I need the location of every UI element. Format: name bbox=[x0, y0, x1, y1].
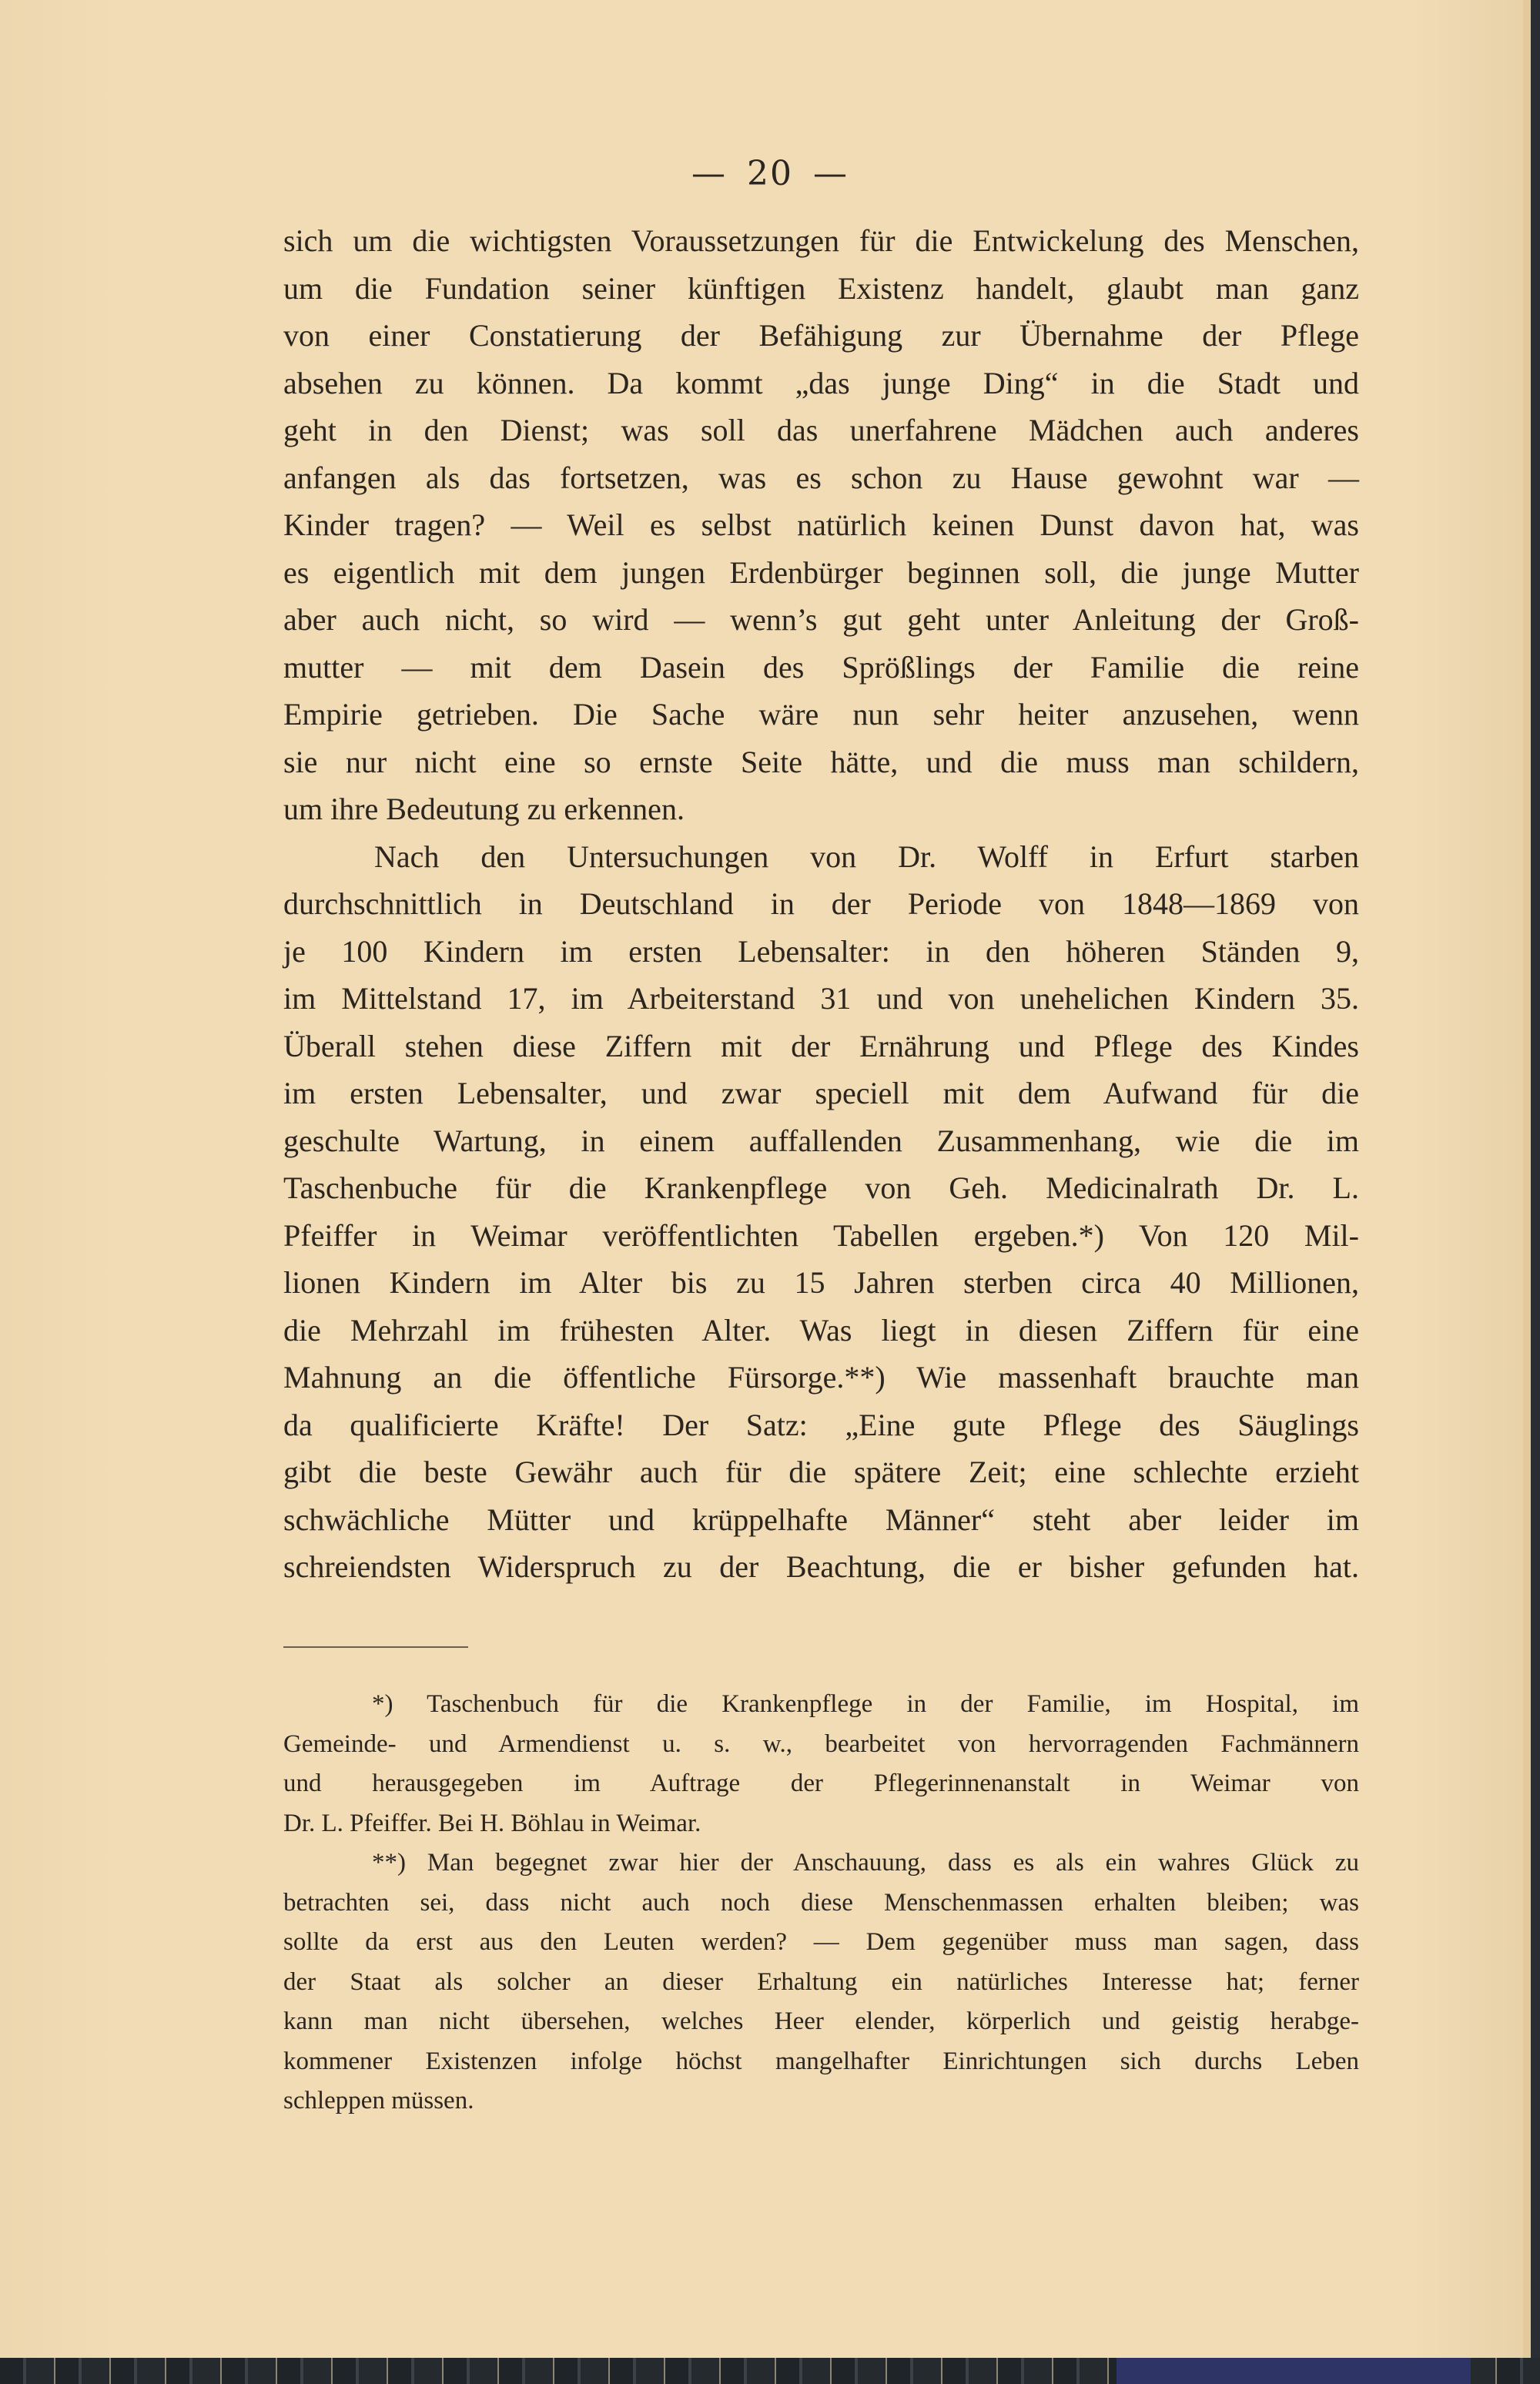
text-line: Kinder tragen? — Weil es selbst natürlich keinen Dunst davon hat, was bbox=[283, 507, 1359, 542]
page-edge bbox=[1523, 0, 1531, 2358]
text-line: absehen zu können. Da kommt „das junge Ding“ in die Stadt und bbox=[283, 365, 1359, 400]
text-line: es eigentlich mit dem jungen Erdenbürger beginnen soll, die junge Mutter bbox=[283, 554, 1359, 590]
page-number-dash-left: — bbox=[691, 154, 727, 193]
text-line: von einer Constatierung der Befähigung zur Übernahme der Pflege bbox=[283, 318, 1359, 353]
page-number bbox=[0, 154, 1540, 193]
text-line-with-footnote-ref: Pfeiffer in Weimar veröffentlichten Tabellen ergeben.*) Von 120 Mil- bbox=[283, 1217, 1359, 1253]
text-line: Empirie getrieben. Die Sache wäre nun sehr heiter anzusehen, wenn bbox=[283, 697, 1359, 732]
text-line: aber auch nicht, so wird — wenn’s gut geht unter Anleitung der Groß- bbox=[283, 602, 1359, 637]
page-number-value: 20 bbox=[747, 154, 793, 193]
main-text bbox=[283, 217, 1359, 1591]
footnote-line: sollte da erst aus den Leuten werden? — Dem gegenüber muss man sagen, dass bbox=[283, 1928, 1359, 1956]
text-line: sie nur nicht eine so ernste Seite hätte, und die muss man schildern, bbox=[283, 744, 1359, 779]
text-line: da qualificierte Kräfte! Der Satz: „Eine gute Pflege des Säuglings bbox=[283, 1407, 1359, 1442]
text-line: die Mehrzahl im frühesten Alter. Was liegt in diesen Ziffern für eine bbox=[283, 1312, 1359, 1348]
footnote-line: Gemeinde- und Armendienst u. s. w., bearbeitet von hervorragenden Fachmännern bbox=[283, 1729, 1359, 1758]
footnote-separator bbox=[283, 1646, 468, 1648]
footnote-line: der Staat als solcher an dieser Erhaltung ein natürliches Interesse hat; ferner bbox=[283, 1967, 1359, 1996]
text-line: im ersten Lebensalter, und zwar speciell mit dem Aufwand für die bbox=[283, 1076, 1359, 1110]
footnote-line: **) Man begegnet zwar hier der Anschauung, dass es als ein wahres Glück zu bbox=[372, 1849, 1359, 1877]
footnote-1 bbox=[283, 1685, 1359, 1843]
scan-background-strip bbox=[0, 2358, 1540, 2384]
text-line: schwächliche Mütter und krüppelhafte Männer“ steht aber leider im bbox=[283, 1502, 1359, 1537]
text-line: im Mittelstand 17, im Arbeiterstand 31 und von unehelichen Kindern 35. bbox=[283, 981, 1359, 1016]
paragraph-end-line: um ihre Bedeutung zu erkennen. bbox=[283, 792, 685, 826]
text-line: je 100 Kindern im ersten Lebensalter: in den höheren Ständen 9, bbox=[283, 933, 1359, 969]
text-line: geht in den Dienst; was soll das unerfahrene Mädchen auch anderes bbox=[283, 413, 1359, 447]
text-line: um die Fundation seiner künftigen Existenz handelt, glaubt man ganz bbox=[283, 270, 1359, 306]
footnote-line: kann man nicht übersehen, welches Heer elender, körperlich und geistig herabge- bbox=[283, 2007, 1359, 2035]
text-line-with-footnote-ref: Mahnung an die öffentliche Fürsorge.**) Wie massenhaft brauchte man bbox=[283, 1360, 1359, 1395]
text-line: geschulte Wartung, in einem auffallenden Zusammenhang, wie die im bbox=[283, 1123, 1359, 1158]
footnote-line: schleppen müssen. bbox=[283, 2087, 474, 2114]
footnote-line: Dr. L. Pfeiffer. Bei H. Böhlau in Weimar. bbox=[283, 1809, 701, 1837]
text-line: Überall stehen diese Ziffern mit der Ernährung und Pflege des Kindes bbox=[283, 1028, 1359, 1063]
scan-background-cloth bbox=[1116, 2358, 1471, 2384]
footnote-line: und herausgegeben im Auftrage der Pflegerinnenanstalt in Weimar von bbox=[283, 1770, 1359, 1797]
footnote-2 bbox=[283, 1843, 1359, 2121]
text-line: durchschnittlich in Deutschland in der Periode von 1848—1869 von bbox=[283, 886, 1359, 921]
footnotes bbox=[283, 1685, 1359, 2121]
footnote-line: betrachten sei, dass nicht auch noch diese Menschenmassen erhalten bleiben; was bbox=[283, 1888, 1359, 1917]
text-line: Taschenbuche für die Krankenpflege von Geh. Medicinalrath Dr. L. bbox=[283, 1170, 1359, 1205]
text-line: anfangen als das fortsetzen, was es schon zu Hause gewohnt war — bbox=[283, 460, 1359, 495]
text-line: lionen Kindern im Alter bis zu 15 Jahren sterben circa 40 Millionen, bbox=[283, 1265, 1359, 1300]
footnote-line: *) Taschenbuch für die Krankenpflege in der Familie, im Hospital, im bbox=[372, 1690, 1359, 1718]
text-line: sich um die wichtigsten Voraussetzungen für die Entwickelung des Menschen, bbox=[283, 223, 1359, 258]
page-number-dash-right: — bbox=[813, 154, 849, 193]
paragraph-start-line: Nach den Untersuchungen von Dr. Wolff in Erfurt starben bbox=[374, 839, 1359, 874]
footnote-line: kommener Existenzen infolge höchst mangelhafter Einrichtungen sich durchs Leben bbox=[283, 2047, 1359, 2075]
text-line: gibt die beste Gewähr auch für die spätere Zeit; eine schlechte erzieht bbox=[283, 1455, 1359, 1489]
text-line: mutter — mit dem Dasein des Sprößlings der Familie die reine bbox=[283, 649, 1359, 685]
paragraph-end-line: schreiendsten Widerspruch zu der Beachtung, die er bisher gefunden hat. bbox=[283, 1549, 1359, 1584]
